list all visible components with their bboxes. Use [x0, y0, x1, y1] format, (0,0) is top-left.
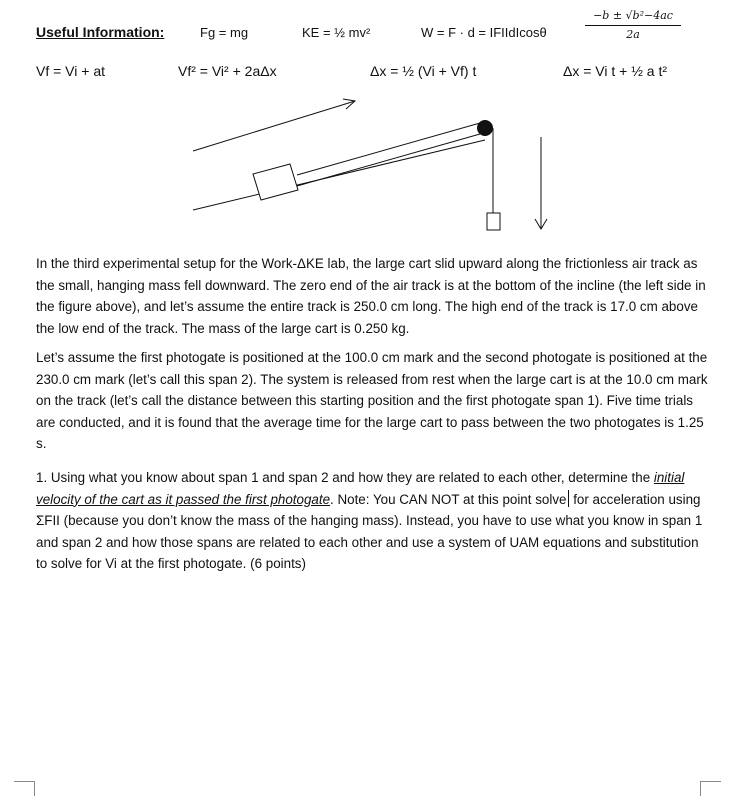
paragraph-setup: In the third experimental setup for the Work-ΔKE lab, the large cart slid upward along the frictionless air track as the small, hanging mass fell downward. The zero end of the air track is at the bottom of the incline (the left side in the figure above), and let’s assume the entire track is 250.0 cm long. The high end of the track is 17.0 cm above the low end of the track. The mass of the large cart is 0.250 kg.: [36, 256, 706, 336]
gravity-force-equation: Fg = mg: [200, 25, 249, 40]
work-equation: W = F · d = IFIIdIcosθ: [421, 25, 547, 40]
velocity-squared-equation: Vf² = Vi² + 2aΔx: [178, 63, 277, 79]
air-track-top-rail: [297, 123, 480, 175]
useful-info-label: Useful Information:: [36, 24, 165, 40]
page-corner-right: [700, 781, 721, 796]
page-corner-left: [14, 781, 35, 796]
final-velocity-equation: Vf = Vi + at: [36, 63, 106, 79]
quadratic-numerator: −b ± √b²−4ac: [585, 9, 681, 26]
kinetic-energy-equation: KE = ½ mv²: [302, 25, 371, 40]
displacement-equation: Δx = Vi t + ½ a t²: [563, 63, 668, 79]
question-1-emphasis: initial velocity of the cart as it passed the first photogate: [36, 470, 685, 507]
air-track-bottom-rail: [297, 134, 480, 186]
question-1-instructions: for acceleration using ΣFII (because you don’t know the mass of the hanging mass). Instead, you have to use what you know in span 1 and span 2 and how those spans are related to each other and use a system of UAM equations and substitution to solve for Vi at the first photogate. (6 points): [36, 491, 703, 572]
paragraph-photogates: Let’s assume the first photogate is positioned at the 100.0 cm mark and the second photogate is positioned at the 230.0 cm mark (let’s call this span 2). The system is released from rest when the large cart is at the 10.0 cm mark on the track (let’s call the distance between this starting position and the first photogate span 1). Five time trials are conducted, and it is found that the average time for the large cart to pass between the two photogates is 1.25 s.: [36, 350, 708, 452]
pulley: [477, 120, 493, 136]
hanging-mass: [487, 213, 500, 230]
large-cart: [253, 164, 298, 200]
question-1-intro: 1. Using what you know about span 1 and span 2 and how they are related to each other, determine the: [36, 470, 654, 485]
direction-arrow-line: [193, 101, 355, 151]
quadratic-denominator: 2a: [626, 28, 640, 41]
question-1-note: . Note: You CAN NOT at this point solve: [330, 491, 567, 507]
average-velocity-displacement-equation: Δx = ½ (Vi + Vf) t: [370, 63, 477, 79]
question-1: [36, 467, 708, 575]
incline-diagram: [0, 0, 756, 250]
incline-surface: [193, 140, 485, 210]
